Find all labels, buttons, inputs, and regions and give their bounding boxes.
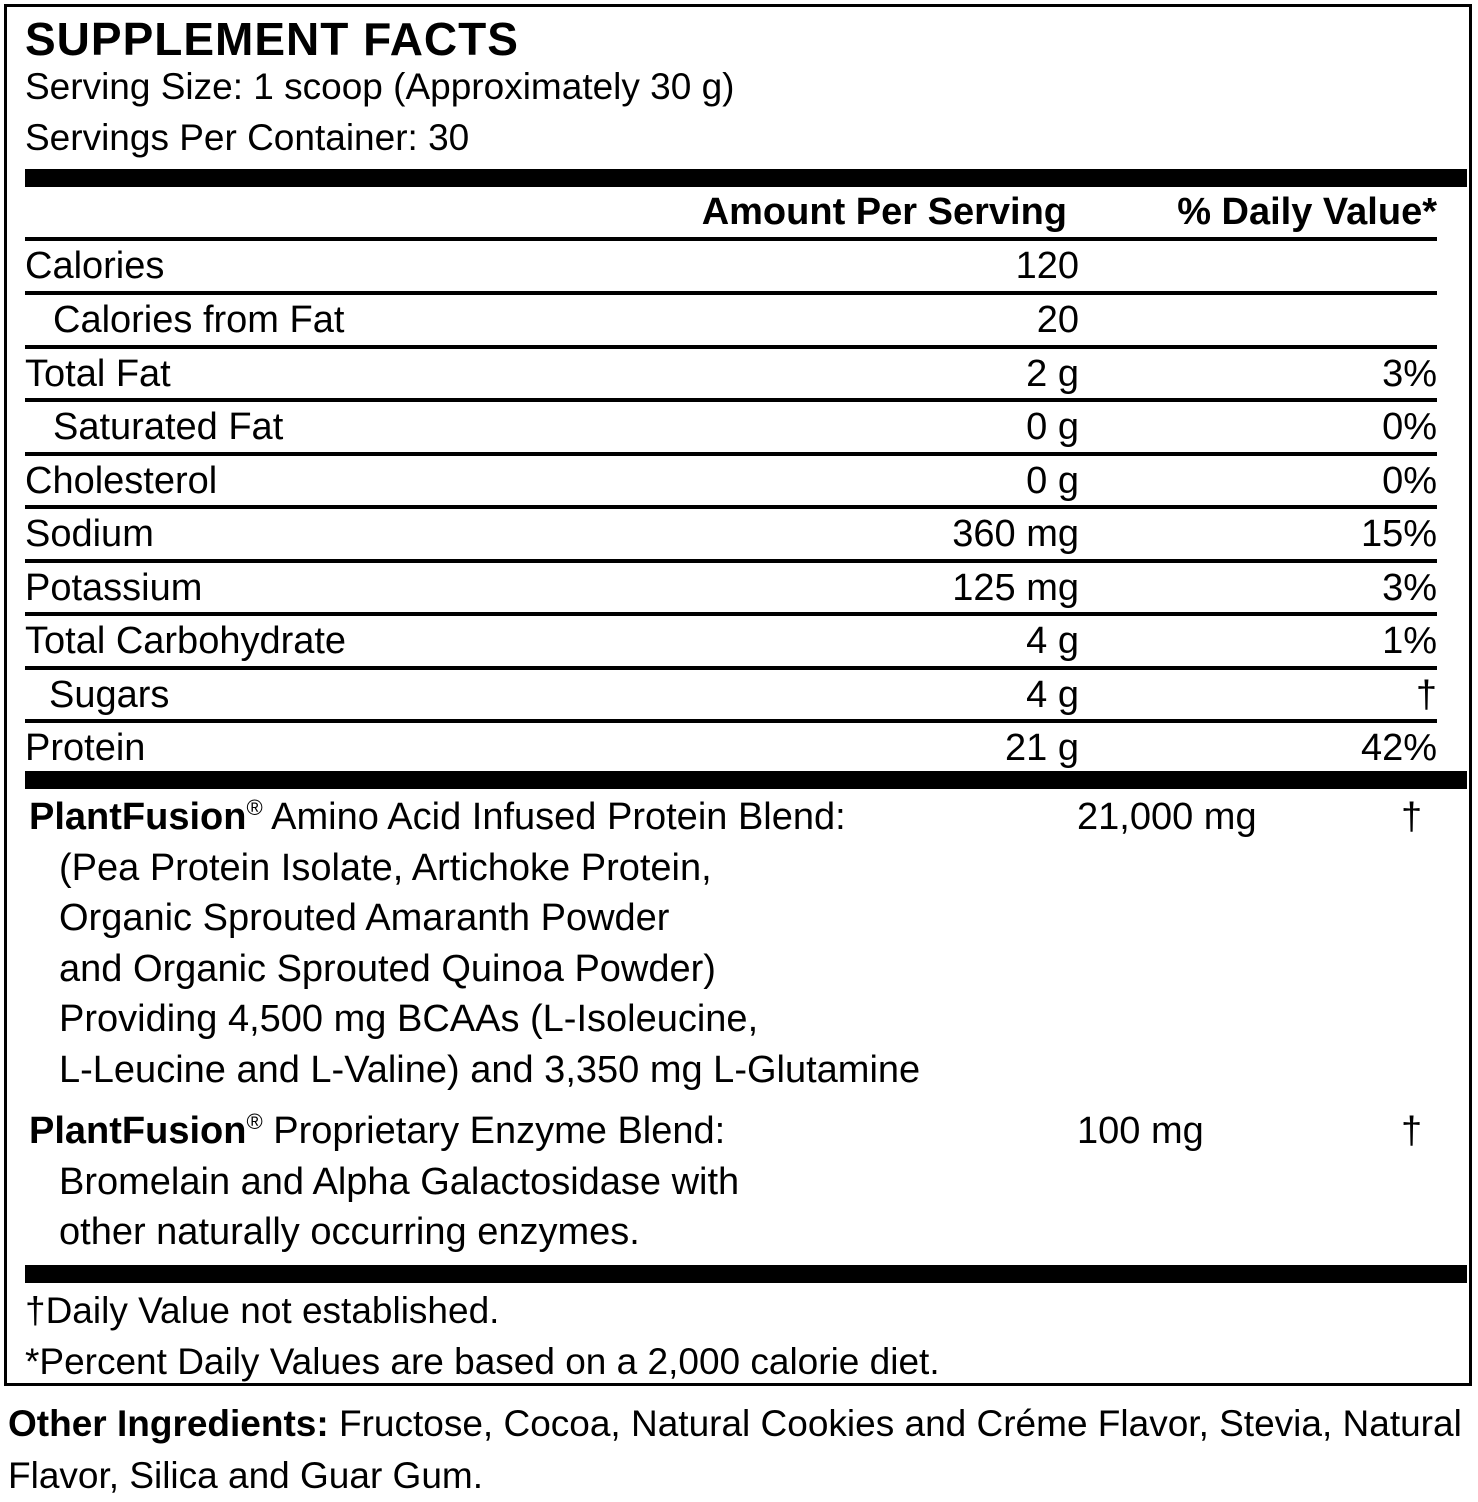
- nutrient-name: Sugars: [49, 674, 170, 716]
- nutrient-amount: 0 g: [1026, 460, 1079, 502]
- nutrient-dv: 3%: [1382, 567, 1437, 609]
- nutrient-amount: 125 mg: [952, 567, 1079, 609]
- nutrient-row-potassium: [25, 563, 1437, 617]
- nutrient-row-total-carbohydrate: [25, 616, 1437, 670]
- blend-heading: [29, 792, 920, 843]
- nutrient-dv: 3%: [1382, 353, 1437, 395]
- nutrient-name: Potassium: [25, 567, 203, 609]
- nutrient-row-protein: [25, 723, 1437, 777]
- blend-brand: PlantFusion: [29, 796, 247, 838]
- blend-name: Amino Acid Infused Protein Blend:: [262, 796, 846, 838]
- nutrient-dv: 42%: [1360, 727, 1437, 769]
- blend-line: Providing 4,500 mg BCAAs (L-Isoleucine,: [59, 998, 759, 1040]
- nutrient-row-cholesterol: [25, 456, 1437, 510]
- nutrient-amount: 4 g: [1026, 674, 1079, 716]
- nutrient-dv: †: [1415, 674, 1437, 716]
- nutrient-dv: 1%: [1382, 620, 1437, 662]
- nutrient-amount: 120: [1015, 245, 1079, 287]
- other-ingredients-label: Other Ingredients:: [8, 1403, 329, 1444]
- nutrient-amount: 21 g: [1005, 727, 1079, 769]
- nutrient-name: Cholesterol: [25, 460, 218, 502]
- registered-mark: ®: [246, 795, 263, 820]
- blend-amount: 21,000 mg: [1077, 796, 1257, 838]
- registered-mark: ®: [246, 1109, 263, 1134]
- blend-line: other naturally occurring enzymes.: [59, 1211, 640, 1253]
- nutrient-amount: 2 g: [1026, 353, 1079, 395]
- nutrient-name: Total Carbohydrate: [25, 620, 347, 662]
- nutrient-row-calories-from-fat: [25, 295, 1437, 349]
- nutrient-amount: 20: [1036, 299, 1079, 341]
- nutrient-dv: 0%: [1382, 460, 1437, 502]
- nutrient-amount: 360 mg: [952, 513, 1079, 555]
- footnote-percent: *Percent Daily Values are based on a 2,000 calorie diet.: [25, 1341, 940, 1382]
- nutrient-row-total-fat: [25, 349, 1437, 403]
- other-ingredients: [8, 1398, 1468, 1502]
- nutrient-amount: 4 g: [1026, 620, 1079, 662]
- serving-size: Serving Size: 1 scoop (Approximately 30 g): [25, 66, 735, 107]
- nutrient-row-calories: [25, 241, 1437, 295]
- blend-dv: †: [1401, 1110, 1423, 1152]
- blend-line: and Organic Sprouted Quinoa Powder): [59, 947, 716, 990]
- supplement-facts-panel: [4, 4, 1472, 1386]
- daily-value-header: % Daily Value*: [1177, 191, 1437, 233]
- nutrient-row-sugars: [25, 670, 1437, 724]
- thick-divider-top: [25, 169, 1467, 187]
- enzyme-blend: [29, 1106, 739, 1258]
- thick-divider-middle: [25, 771, 1467, 789]
- nutrient-name: Total Fat: [25, 353, 171, 395]
- blend-line: Organic Sprouted Amaranth Powder: [59, 897, 670, 939]
- thick-divider-bottom: [25, 1265, 1467, 1283]
- nutrient-name: Protein: [25, 727, 146, 769]
- nutrient-name: Sodium: [25, 513, 154, 555]
- blend-line: Bromelain and Alpha Galactosidase with: [59, 1160, 740, 1203]
- nutrient-name: Calories: [25, 245, 165, 287]
- blend-line: (Pea Protein Isolate, Artichoke Protein,: [59, 846, 712, 889]
- other-ingredients-text: Fructose, Cocoa, Natural Cookies and Créme Flavor, Stevia, Natural Flavor, Silica and Guar Gum.: [8, 1403, 1462, 1496]
- nutrient-dv: 15%: [1360, 513, 1437, 555]
- amount-per-serving-header: Amount Per Serving: [701, 191, 1067, 233]
- panel-title: SUPPLEMENT FACTS: [25, 13, 519, 65]
- footnote-dagger: †Daily Value not established.: [25, 1290, 500, 1331]
- nutrient-amount: 0 g: [1026, 406, 1079, 448]
- blend-heading: [29, 1106, 739, 1157]
- blend-dv: †: [1401, 796, 1423, 838]
- servings-per-container: Servings Per Container: 30: [25, 117, 470, 158]
- nutrient-name: Saturated Fat: [53, 406, 284, 448]
- nutrient-dv: 0%: [1382, 406, 1437, 448]
- nutrient-row-saturated-fat: [25, 402, 1437, 456]
- blend-brand: PlantFusion: [29, 1110, 247, 1152]
- nutrient-name: Calories from Fat: [53, 299, 345, 341]
- nutrient-row-sodium: [25, 509, 1437, 563]
- blend-amount: 100 mg: [1077, 1110, 1204, 1152]
- blend-name: Proprietary Enzyme Blend:: [262, 1110, 726, 1152]
- protein-blend: [29, 792, 920, 1095]
- blend-line: L-Leucine and L-Valine) and 3,350 mg L-Glutamine: [59, 1048, 921, 1091]
